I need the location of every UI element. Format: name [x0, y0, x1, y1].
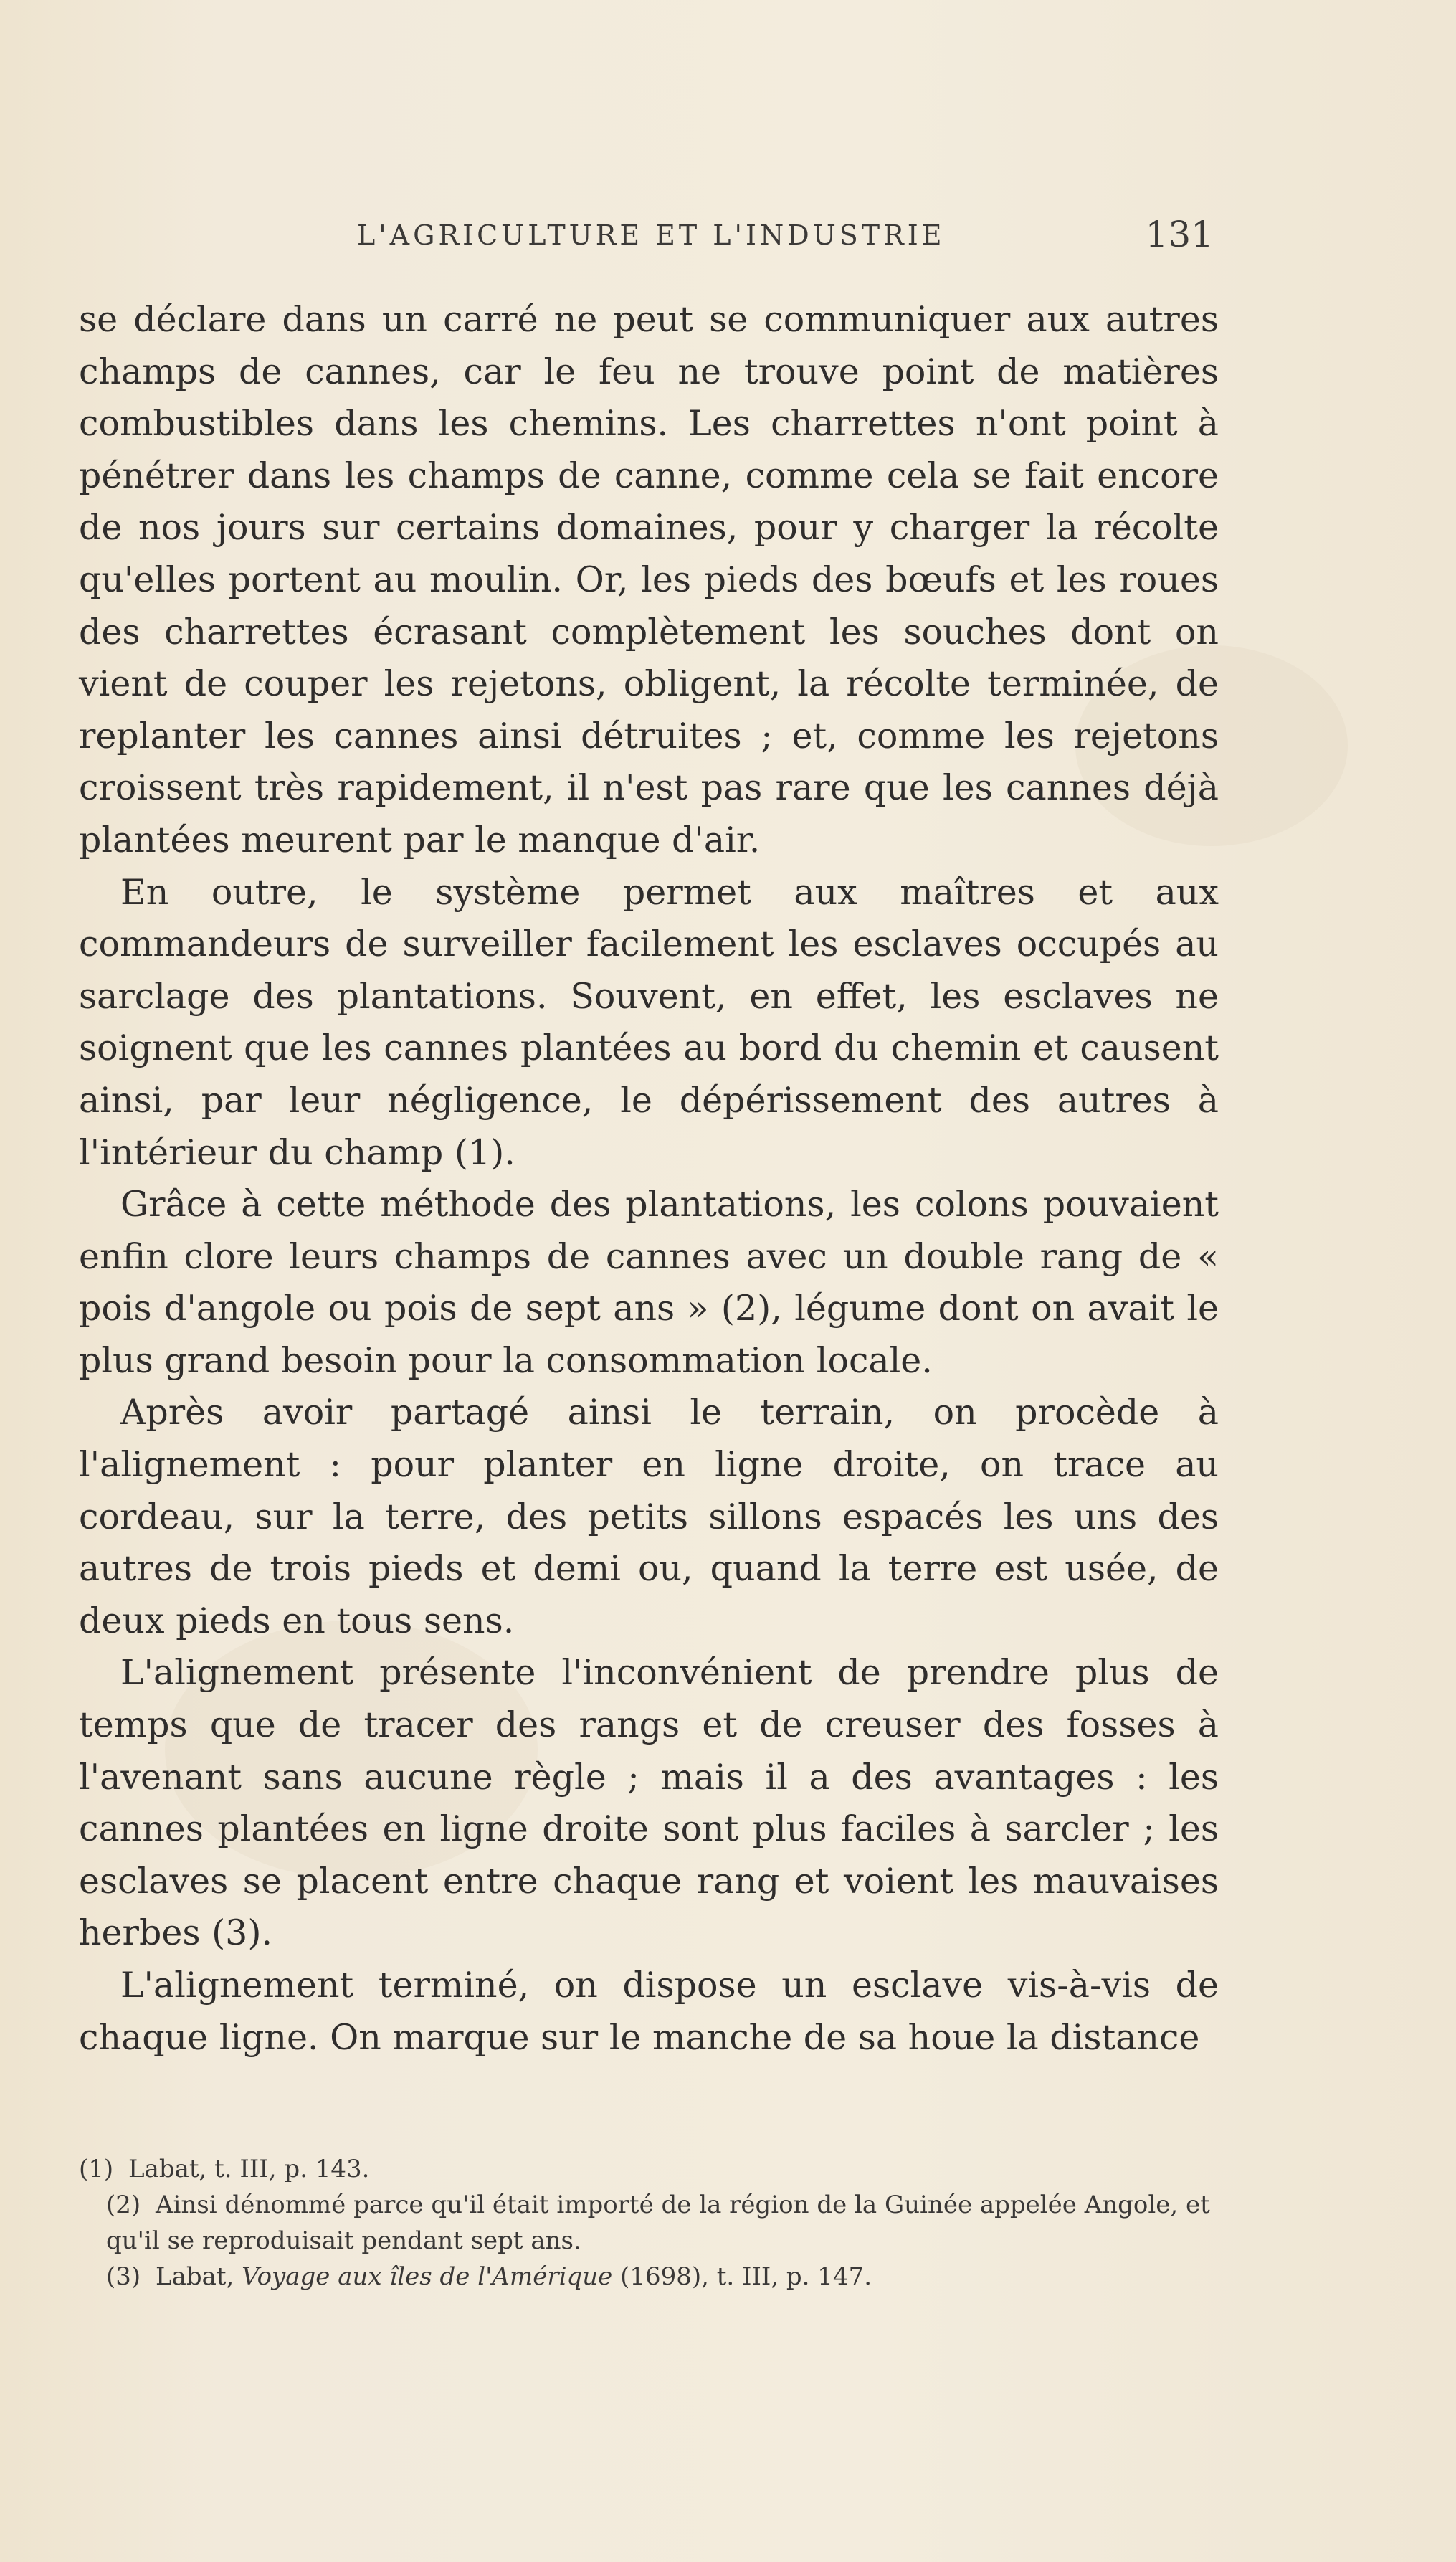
paragraph-5: L'alignement présente l'inconvénient de prendre plus de temps que de tracer des rangs et de creuser des fosses à l'avenant sans aucune règle ; mais il a des avantages : les cannes plantées en ligne droite sont plus faciles à sarcler ; les esclaves se placent entre chaque rang et voient les mauvaises herbes (3). — [79, 1652, 1219, 1954]
footnote-number: (2) — [106, 2191, 141, 2219]
paragraph-1: se déclare dans un carré ne peut se communiquer aux autres champs de cannes, car le feu ne trouve point de matières combustibles dans les chemins. Les charrettes n'ont point à pénétrer dans les champs de canne, comme cela se fait encore de nos jours sur certains domaines, pour y charger la récolte qu'elles portent au moulin. Or, les pieds des bœufs et les roues des charrettes écrasant complètement les souches dont on vient de couper les rejetons, obligent, la récolte terminée, de replanter les cannes ainsi détruites ; et, comme les rejetons croissent très rapidement, il n'est pas rare que les cannes déjà plantées meurent par le manque d'air. — [79, 299, 1219, 860]
footnote-3 — [79, 2259, 1219, 2295]
footnote-text: Ainsi dénommé parce qu'il était importé de la région de la Guinée appelée Angole, et qu'il se reproduisait pendant sept ans. — [106, 2191, 1210, 2255]
footnote-2 — [79, 2187, 1219, 2259]
page-header — [350, 209, 1214, 267]
paragraph-6: L'alignement terminé, on dispose un esclave vis-à-vis de chaque ligne. On marque sur le manche de sa houe la distance — [79, 1965, 1219, 2058]
main-text — [79, 294, 1219, 2064]
footnote-number: (3) — [106, 2262, 141, 2291]
page-number: 131 — [1145, 214, 1214, 255]
paragraph-3: Grâce à cette méthode des plantations, les colons pouvaient enfin clore leurs champs de cannes avec un double rang de « pois d'angole ou pois de sept ans » (2), légume dont on avait le plus grand besoin pour la consommation locale. — [79, 1184, 1219, 1381]
footnote-text-before: Labat, — [155, 2262, 234, 2291]
footnote-text: Labat, t. III, p. 143. — [128, 2155, 370, 2183]
footnotes — [79, 2151, 1219, 2295]
footnote-number: (1) — [79, 2155, 114, 2183]
paragraph-2: En outre, le système permet aux maîtres et aux commandeurs de surveiller facilement les esclaves occupés au sarclage des plantations. Souvent, en effet, les esclaves ne soignent que les cannes plantées au bord du chemin et causent ainsi, par leur négligence, le dépérissement des autres à l'intérieur du champ (1). — [79, 871, 1219, 1173]
paragraph-4: Après avoir partagé ainsi le terrain, on procède à l'alignement : pour planter en ligne droite, on trace au cordeau, sur la terre, des petits sillons espacés les uns des autres de trois pieds et demi ou, quand la terre est usée, de deux pieds en tous sens. — [79, 1392, 1219, 1641]
footnote-text-after: (1698), t. III, p. 147. — [620, 2262, 872, 2291]
running-title: L'AGRICULTURE ET L'INDUSTRIE — [357, 219, 946, 251]
footnote-1 — [79, 2151, 1219, 2187]
footnote-book-title: Voyage aux îles de l'Amérique — [242, 2262, 613, 2291]
